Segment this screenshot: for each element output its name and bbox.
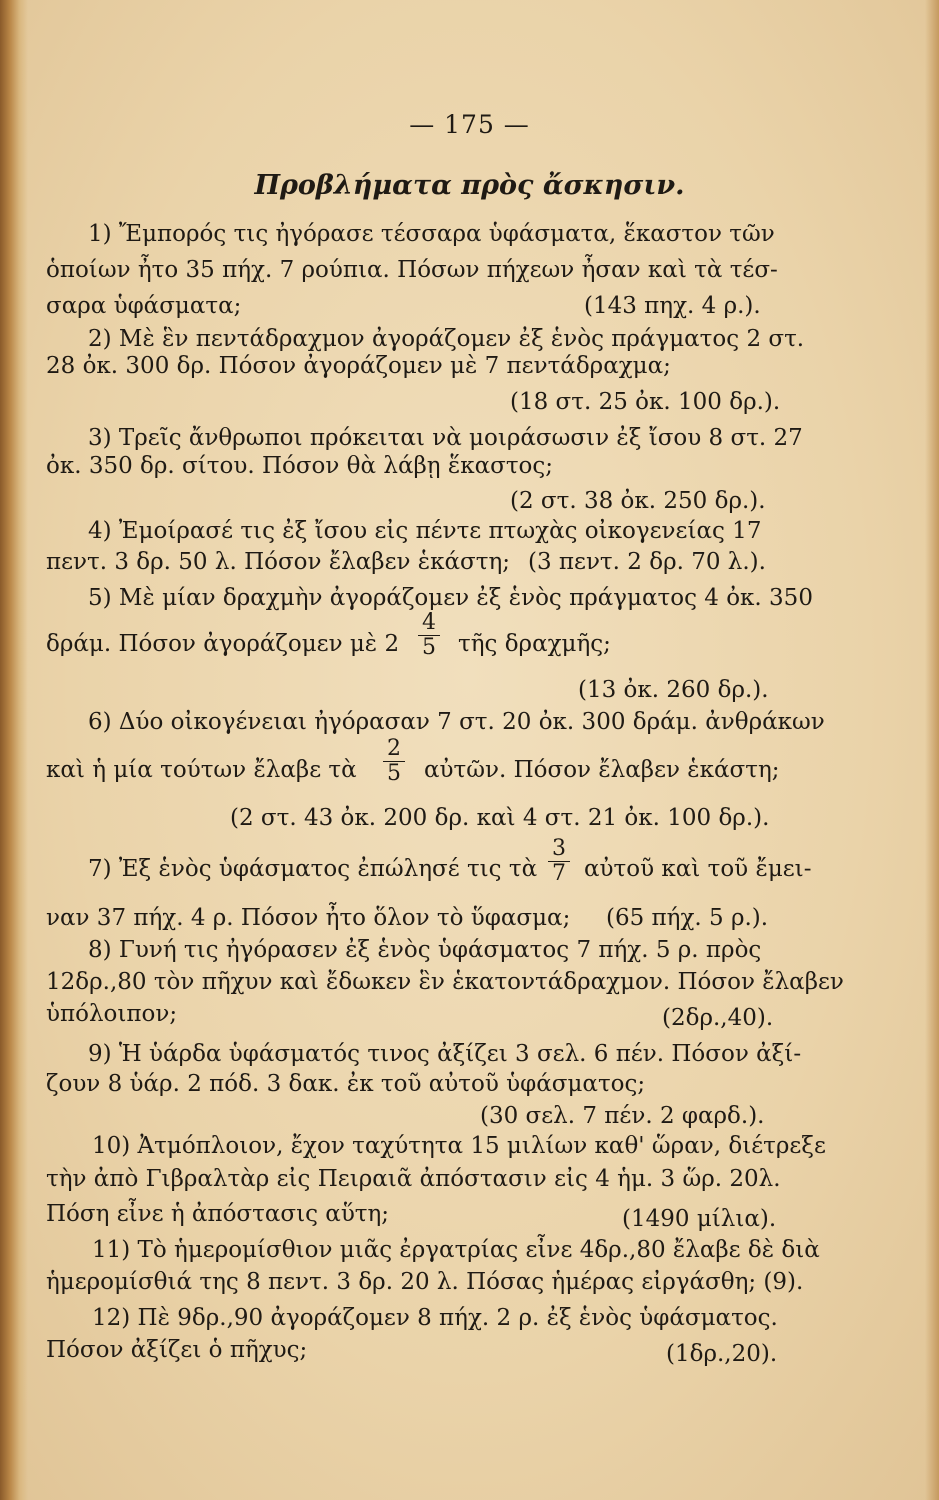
text-line: ζουν 8 ὑάρ. 2 πόδ. 3 δακ. ἐκ τοῦ αὐτοῦ ὑφάσματος; (46, 1071, 646, 1097)
fraction-denominator: 5 (387, 761, 401, 786)
text-line: 6) Δύο οἰκογένειαι ἠγόρασαν 7 στ. 20 ὀκ. 300 δράμ. ἀνθράκων (88, 709, 825, 735)
text-line: 28 ὀκ. 300 δρ. Πόσον ἀγοράζομεν μὲ 7 πεντάδραχμα; (46, 353, 671, 379)
text-line: 2) Μὲ ἓν πεντάδραχμον ἀγοράζομεν ἐξ ἑνὸς πράγματος 2 στ. (88, 326, 805, 352)
answer: (2 στ. 43 ὀκ. 200 δρ. καὶ 4 στ. 21 ὀκ. 100 δρ.). (230, 805, 770, 831)
text-line: ναν 37 πήχ. 4 ρ. Πόσον ἦτο ὅλον τὸ ὕφασμα; (46, 905, 571, 931)
answer: (30 σελ. 7 πέν. 2 φαρδ.). (480, 1103, 765, 1129)
text-line: 9) Ἡ ὑάρδα ὑφάσματός τινος ἀξίζει 3 σελ. 6 πέν. Πόσον ἀξί- (88, 1041, 802, 1067)
answer: (18 στ. 25 ὀκ. 100 δρ.). (510, 389, 781, 415)
text-line: 5) Μὲ μίαν δραχμὴν ἀγοράζομεν ἐξ ἑνὸς πράγματος 4 ὀκ. 350 (88, 585, 813, 611)
text-line: δράμ. Πόσον ἀγοράζομεν μὲ 2 (46, 631, 400, 657)
text-line: Πόσον ἀξίζει ὁ πῆχυς; (46, 1337, 308, 1363)
text-line: ἡμερομίσθιά της 8 πεντ. 3 δρ. 20 λ. Πόσας ἡμέρας εἰργάσθη; (9). (46, 1269, 804, 1295)
text-line: 11) Τὸ ἡμερομίσθιον μιᾶς ἐργατρίας εἶνε 4δρ.,80 ἔλαβε δὲ διὰ (92, 1237, 820, 1263)
answer: (143 πηχ. 4 ρ.). (584, 293, 761, 319)
fraction-numerator: 4 (422, 610, 436, 635)
text-line: 12δρ.,80 τὸν πῆχυν καὶ ἔδωκεν ἓν ἑκατοντάδραχμον. Πόσον ἔλαβεν (46, 969, 844, 995)
text-line: καὶ ἡ μία τούτων ἔλαβε τὰ (46, 757, 357, 783)
fraction-4-5 (418, 612, 440, 659)
text-line: τῆς δραχμῆς; (458, 631, 611, 657)
answer: (2 στ. 38 ὀκ. 250 δρ.). (510, 488, 766, 514)
fraction-denominator: 7 (552, 861, 566, 886)
fraction-3-7 (548, 838, 570, 885)
text-line: τὴν ἀπὸ Γιβραλτὰρ εἰς Πειραιᾶ ἀπόστασιν εἰς 4 ἡμ. 3 ὥρ. 20λ. (46, 1166, 781, 1192)
text-line: 4) Ἐμοίρασέ τις ἐξ ἴσου εἰς πέντε πτωχὰς οἰκογενείας 17 (88, 518, 762, 544)
text-line: σαρα ὑφάσματα; (46, 293, 242, 319)
section-title: Προβλήματα πρὸς ἄσκησιν. (254, 170, 685, 201)
fraction-numerator: 3 (552, 836, 566, 861)
answer: (65 πήχ. 5 ρ.). (606, 905, 769, 931)
page-edge-right (925, 0, 939, 1500)
answer: (3 πεντ. 2 δρ. 70 λ.). (528, 549, 766, 575)
answer: (1δρ.,20). (666, 1341, 778, 1367)
text-line: πεντ. 3 δρ. 50 λ. Πόσον ἔλαβεν ἑκάστη; (46, 549, 510, 575)
answer: (2δρ.,40). (662, 1005, 774, 1031)
text-line: 10) Ἀτμόπλοιον, ἔχον ταχύτητα 15 μιλίων καθ' ὥραν, διέτρεξε (92, 1133, 826, 1159)
text-line: ὁποίων ἦτο 35 πήχ. 7 ρούπια. Πόσων πήχεων ἦσαν καὶ τὰ τέσ- (46, 257, 778, 283)
text-line: 12) Πὲ 9δρ.,90 ἀγοράζομεν 8 πήχ. 2 ρ. ἐξ ἑνὸς ὑφάσματος. (92, 1305, 778, 1331)
fraction-numerator: 2 (387, 736, 401, 761)
text-line: 7) Ἐξ ἑνὸς ὑφάσματος ἐπώλησέ τις τὰ (88, 856, 538, 882)
text-line: αὐτῶν. Πόσον ἔλαβεν ἑκάστη; (424, 757, 780, 783)
text-line: 8) Γυνή τις ἠγόρασεν ἐξ ἑνὸς ὑφάσματος 7 πήχ. 5 ρ. πρὸς (88, 937, 762, 963)
fraction-2-5 (383, 738, 405, 785)
text-line: ὀκ. 350 δρ. σίτου. Πόσον θὰ λάβῃ ἕκαστος; (46, 453, 554, 479)
fraction-denominator: 5 (422, 635, 436, 660)
page-number: — 175 — (409, 110, 530, 139)
text-line: Πόση εἶνε ἡ ἀπόστασις αὕτη; (46, 1201, 390, 1227)
page-edge-shadow (0, 0, 28, 1500)
answer: (13 ὀκ. 260 δρ.). (578, 677, 769, 703)
text-line: 3) Τρεῖς ἄνθρωποι πρόκειται νὰ μοιράσωσιν ἐξ ἴσου 8 στ. 27 (88, 425, 803, 451)
answer: (1490 μίλια). (622, 1206, 777, 1232)
text-line: ὑπόλοιπον; (46, 1001, 178, 1027)
text-line: αὐτοῦ καὶ τοῦ ἔμει- (584, 856, 812, 882)
text-line: 1) Ἔμπορός τις ἠγόρασε τέσσαρα ὑφάσματα, ἕκαστον τῶν (88, 221, 775, 247)
